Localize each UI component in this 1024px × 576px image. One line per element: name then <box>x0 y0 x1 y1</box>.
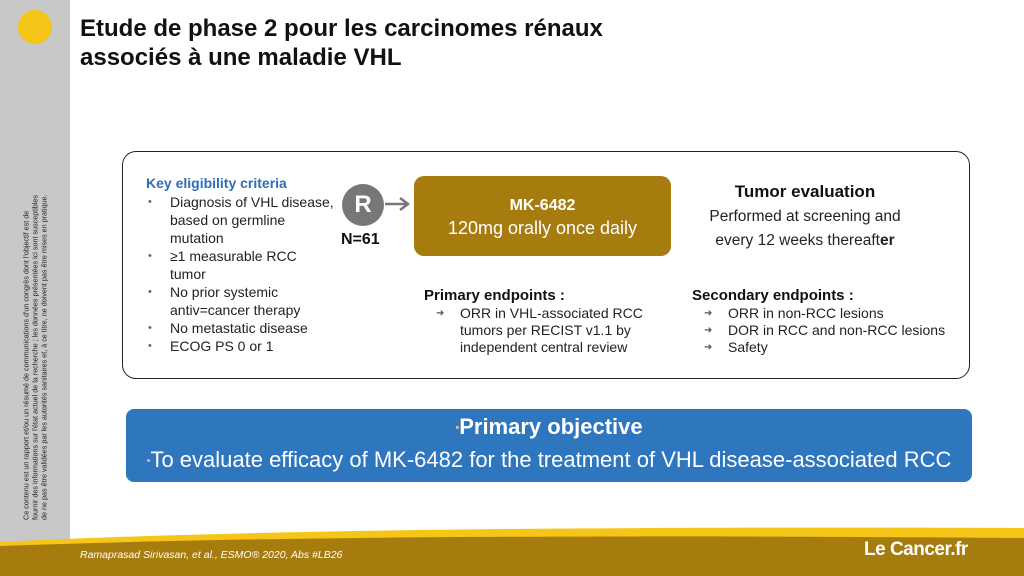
primary-objective-box <box>126 409 972 482</box>
randomization-circle: R <box>342 184 384 226</box>
tumor-evaluation-line-2-bold: er <box>879 232 895 249</box>
sun-logo-icon <box>18 10 52 44</box>
list-item: ➜ ORR in VHL-associated RCC tumors per RECIST v1.1 by independent central review <box>432 305 672 356</box>
drug-box <box>414 176 671 256</box>
title-line-2: associés à une maladie VHL <box>80 44 402 71</box>
disclaimer-text: Ce contenu est un rapport et/ou un résumé de communications d'un congrès dont l'objectif est de fournir des informations sur l'état actuel de la recherche ; les données présentées ici sont susceptibles de ne pas être validées par les autorités sanitaires et, à ce titre, ne doivent pas être mises en pratique. <box>21 194 49 520</box>
list-item: ➜ DOR in RCC and non-RCC lesions <box>700 322 970 339</box>
bullet-dot-icon: • <box>455 422 460 435</box>
list-item: • No prior systemic antiv=cancer therapy <box>146 283 336 319</box>
tumor-evaluation-desc <box>690 205 920 253</box>
lecancer-logo: Le Cancer.fr <box>864 539 968 560</box>
primary-endpoints-list <box>432 305 672 356</box>
primary-endpoints-heading: Primary endpoints : <box>424 287 565 304</box>
arrow-right-icon <box>383 195 413 213</box>
list-item: • Diagnosis of VHL disease, based on germline mutation <box>146 193 336 247</box>
tumor-evaluation-line-1: Performed at screening and <box>709 208 901 225</box>
tumor-evaluation-title: Tumor evaluation <box>734 182 876 201</box>
title-line-1: Etude de phase 2 pour les carcinomes rénaux <box>80 15 603 42</box>
tumor-evaluation-line-2 <box>690 229 920 253</box>
page-title <box>80 14 800 72</box>
eligibility-list <box>146 193 336 355</box>
list-item: ➜ ORR in non-RCC lesions <box>700 305 970 322</box>
drug-dose: 120mg orally once daily <box>447 218 638 238</box>
objective-text <box>126 447 972 473</box>
citation-text: Ramaprasad Sirivasan, et al., ESMO® 2020, Abs #LB26 <box>80 549 343 561</box>
objective-title-text: Primary objective <box>459 414 643 439</box>
list-item: • ≥1 measurable RCC tumor <box>146 247 336 283</box>
objective-body-text: To evaluate efficacy of MK-6482 for the treatment of VHL disease-associated RCC <box>150 447 952 472</box>
sample-size-label: N=61 <box>341 231 380 248</box>
objective-title <box>126 414 972 440</box>
list-item: ➜ Safety <box>700 339 970 356</box>
secondary-endpoints-heading: Secondary endpoints : <box>692 287 854 304</box>
tumor-evaluation-line-2-text: every 12 weeks thereaft <box>715 232 880 249</box>
bullet-dot-icon: • <box>146 455 151 468</box>
list-item: • ECOG PS 0 or 1 <box>146 337 336 355</box>
list-item: • No metastatic disease <box>146 319 336 337</box>
eligibility-heading: Key eligibility criteria <box>146 175 287 191</box>
drug-name: MK-6482 <box>509 197 576 214</box>
secondary-endpoints-list <box>700 305 970 356</box>
